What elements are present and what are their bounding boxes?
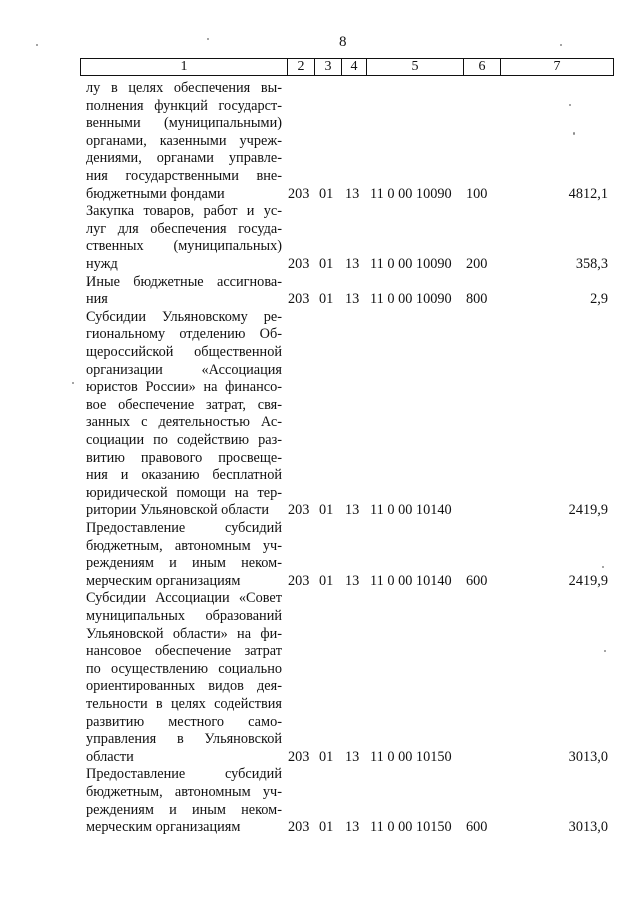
row-description [86, 80, 282, 203]
description-line: реждениям и иным неком- [86, 555, 282, 572]
description-line: лу в целях обеспечения вы- [86, 80, 282, 96]
row-c6-value: 200 [466, 256, 488, 272]
row-c5-value: 11 0 00 10090 [370, 256, 452, 272]
description-line: Предоставление субсидий [86, 766, 282, 783]
description-line: тельности в целях содействия [86, 695, 282, 712]
description-line: витию правового просвеще- [86, 449, 282, 466]
description-line: ориентированных видов дея- [86, 678, 282, 695]
description-line: Субсидии Ассоциации «Совет [86, 590, 282, 607]
header-col-1: 1 [81, 59, 288, 76]
row-c3-value: 01 [319, 291, 334, 308]
row-c3-value: 01 [319, 185, 334, 202]
row-c3-value: 01 [319, 819, 334, 836]
row-description [86, 766, 282, 836]
description-line: управления в Ульяновской [86, 731, 282, 748]
row-c5-value: 11 0 00 10090 [370, 291, 452, 308]
row-description [86, 203, 282, 273]
row-c6-value: 800 [466, 291, 488, 308]
scan-speck [207, 38, 209, 40]
header-col-2: 2 [288, 59, 315, 76]
scan-speck [602, 566, 604, 568]
row-c4-value: 13 [345, 819, 360, 836]
header-col-7: 7 [501, 59, 614, 76]
description-line: Иные бюджетные ассигнова- [86, 273, 282, 290]
scan-speck [604, 650, 606, 652]
header-col-6: 6 [464, 59, 501, 76]
row-c6-value: 600 [466, 819, 488, 836]
description-line: дениями, органами управле- [86, 150, 282, 167]
row-c7-value: 4812,1 [568, 185, 608, 202]
description-line: реждениям и иным неком- [86, 801, 282, 818]
scan-speck [573, 132, 575, 135]
description-line: мерческим организациям [86, 819, 241, 836]
row-description [86, 520, 282, 590]
description-line: мерческим организациям [86, 572, 241, 589]
description-line: ния [86, 291, 108, 308]
header-col-5: 5 [367, 59, 464, 76]
header-col-4: 4 [342, 59, 367, 76]
description-line: луг для обеспечения госуда- [86, 220, 282, 237]
description-line: занных с деятельностью Ас- [86, 414, 282, 431]
description-line: бюджетным, автономным уч- [86, 783, 282, 800]
page-number: 8 [339, 34, 347, 50]
scan-speck [560, 44, 562, 46]
description-line: социации по содействию раз- [86, 431, 282, 448]
description-line: муниципальных образований [86, 607, 282, 624]
description-line: ния и оказанию бесплатной [86, 467, 282, 484]
row-c3-value: 01 [319, 572, 334, 589]
row-c4-value: 13 [345, 291, 360, 308]
description-line: юристов России» на финансо- [86, 379, 282, 396]
row-c4-value: 13 [345, 256, 360, 272]
row-c7-value: 3013,0 [568, 748, 608, 765]
description-line: вое обеспечение затрат, свя- [86, 396, 282, 413]
row-c3-value: 01 [319, 748, 334, 765]
description-line: полнения функций государст- [86, 97, 282, 114]
description-line: бюджетными фондами [86, 185, 225, 202]
row-c3-value: 01 [319, 502, 334, 519]
row-c5-value: 11 0 00 10090 [370, 185, 452, 202]
row-c4-value: 13 [345, 502, 360, 519]
description-line: Закупка товаров, работ и ус- [86, 203, 282, 220]
row-c6-value: 100 [466, 185, 488, 202]
row-c2-value: 203 [288, 572, 310, 589]
description-line: гиональному отделению Об- [86, 326, 282, 343]
row-c7-value: 358,3 [575, 256, 608, 272]
row-c2-value: 203 [288, 502, 310, 519]
description-line: щероссийской общественной [86, 343, 282, 360]
row-c7-value: 2419,9 [568, 502, 608, 519]
row-c5-value: 11 0 00 10140 [370, 502, 452, 519]
row-description [86, 309, 282, 520]
row-c5-value: 11 0 00 10150 [370, 819, 452, 836]
description-line: бюджетным, автономным уч- [86, 537, 282, 554]
description-line: развитию местного само- [86, 713, 282, 730]
description-line: ственных (муниципальных) [86, 238, 282, 255]
scan-speck [72, 382, 74, 384]
description-line: Субсидии Ульяновскому ре- [86, 308, 282, 325]
scan-speck [569, 104, 571, 106]
scan-speck [36, 44, 38, 46]
row-c2-value: 203 [288, 748, 310, 765]
description-line: организации «Ассоциация [86, 361, 282, 378]
row-c4-value: 13 [345, 748, 360, 765]
description-line: нужд [86, 255, 118, 272]
description-line: ния государственными вне- [86, 167, 282, 184]
description-line: нансовое обеспечение затрат [86, 643, 282, 660]
row-c7-value: 2,9 [590, 291, 608, 308]
row-c2-value: 203 [288, 819, 310, 836]
description-line: по осуществлению социально [86, 660, 282, 677]
row-c3-value: 01 [319, 256, 334, 272]
row-c6-value: 600 [466, 572, 488, 589]
description-line: Ульяновской области» на фи- [86, 625, 282, 642]
column-header-table [80, 58, 614, 76]
description-line: Предоставление субсидий [86, 520, 282, 536]
row-c2-value: 203 [288, 185, 310, 202]
row-description [86, 590, 282, 766]
header-col-3: 3 [315, 59, 342, 76]
row-c5-value: 11 0 00 10150 [370, 748, 452, 765]
description-line: органами, казенными учреж- [86, 132, 282, 149]
description-line: венными (муниципальными) [86, 115, 282, 132]
row-c4-value: 13 [345, 572, 360, 589]
row-c7-value: 2419,9 [568, 572, 608, 589]
column-header-row [81, 59, 614, 76]
row-c5-value: 11 0 00 10140 [370, 572, 452, 589]
row-c4-value: 13 [345, 185, 360, 202]
row-description [86, 274, 282, 309]
description-line: области [86, 748, 134, 765]
description-line: ритории Ульяновской области [86, 502, 269, 519]
row-c2-value: 203 [288, 291, 310, 308]
row-c7-value: 3013,0 [568, 819, 608, 836]
description-line: юридической помощи на тер- [86, 484, 282, 501]
row-c2-value: 203 [288, 256, 310, 272]
